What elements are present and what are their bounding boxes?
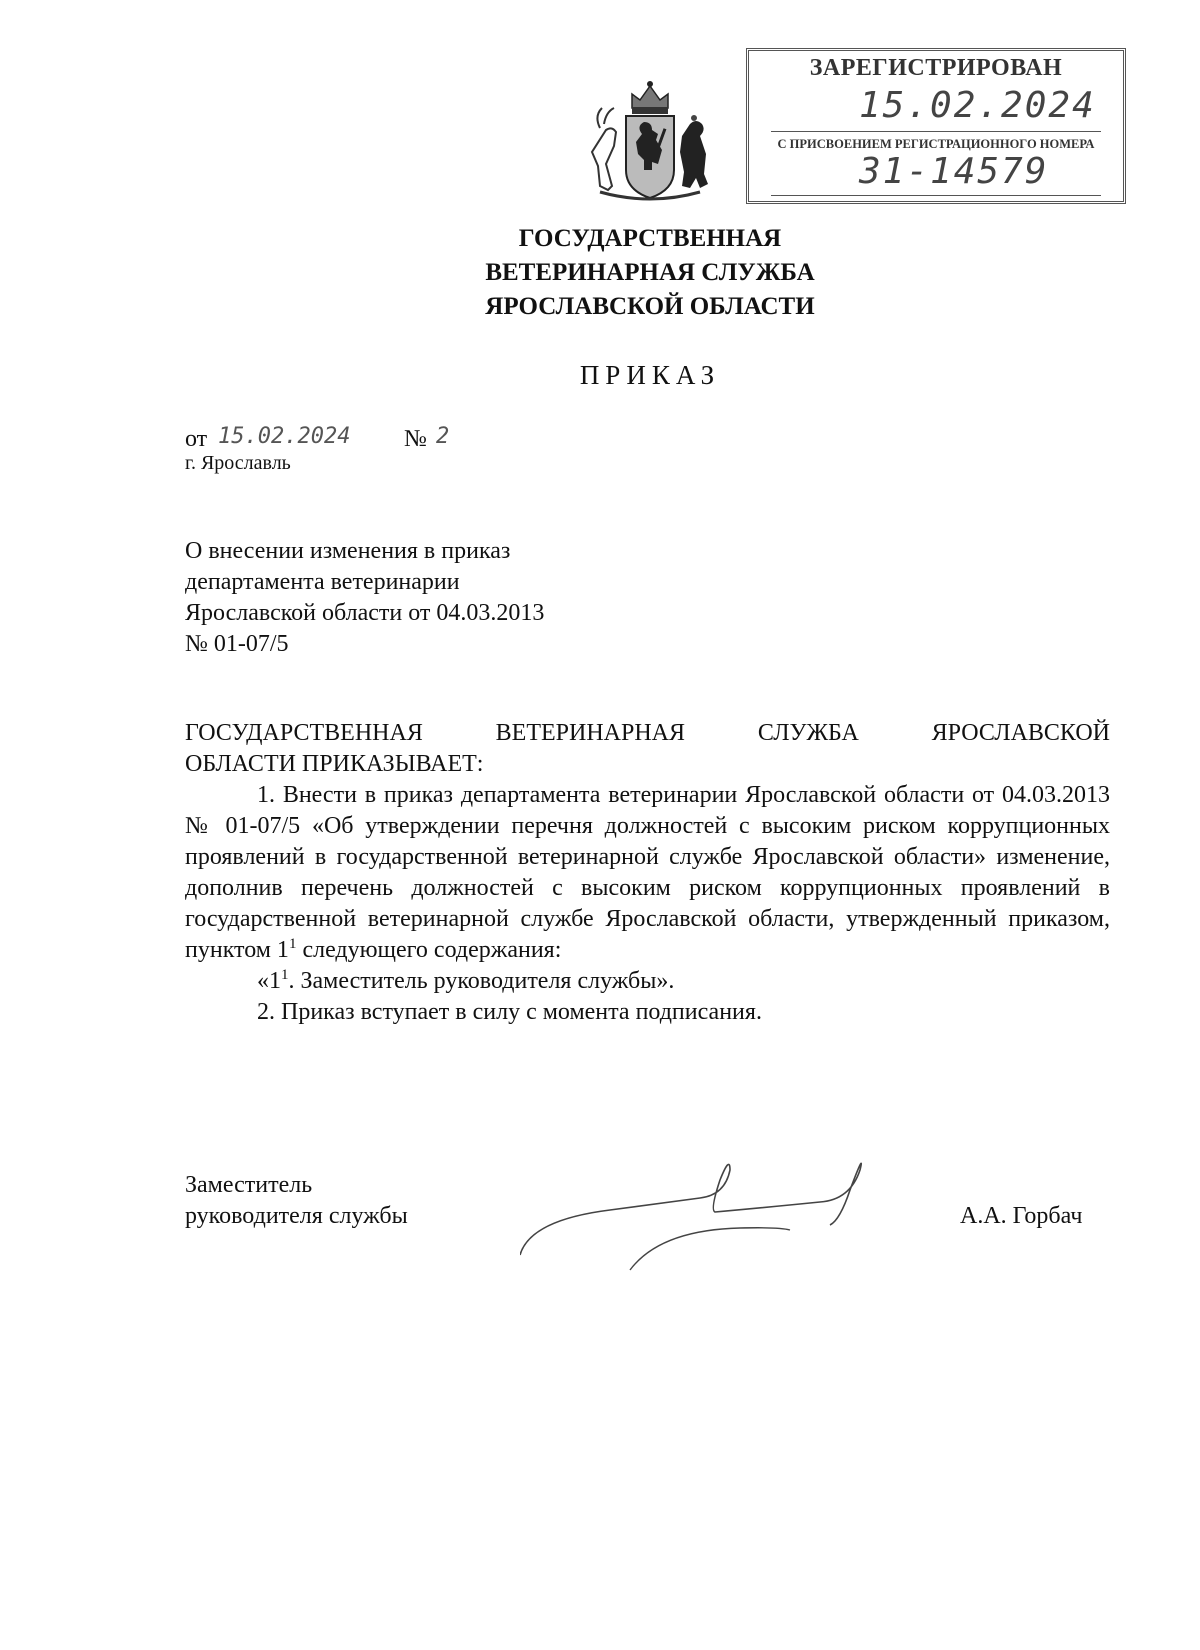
registration-stamp xyxy=(746,48,1126,204)
stamp-divider xyxy=(771,131,1101,132)
org-name-line1: ГОСУДАРСТВЕННАЯ xyxy=(518,225,782,252)
item1-text: 1. Внести в приказ департамента ветеринарии Ярославской области от 04.03.2013 № 01-07/5 «Об утверждении перечня должностей с высоким риском коррупционных проявлений в государственной ветеринарной службе Ярославской области» изменение, дополнив перечень должностей с высоким риском коррупционных проявлений в государственной ветеринарной службе Ярославской области, утвержденный приказом, пунктом 1 xyxy=(185,782,1110,963)
signer-position-line2: руководителя службы xyxy=(185,1203,408,1229)
signer-name: А.А. Горбач xyxy=(960,1203,1083,1229)
quote-open: «1 xyxy=(257,968,281,994)
item1-tail: следующего содержания: xyxy=(296,937,562,963)
number-prefix: № xyxy=(404,426,427,452)
handwritten-signature xyxy=(520,1150,880,1280)
quote-text: . Заместитель руководителя службы». xyxy=(288,968,675,994)
order-number: 2 xyxy=(436,424,450,449)
body-preamble-cont: ОБЛАСТИ ПРИКАЗЫВАЕТ: xyxy=(185,751,484,777)
stamp-reg-number: 31-14579 xyxy=(859,151,1049,192)
subject-line: № 01-07/5 xyxy=(185,631,289,657)
org-name-line3: ЯРОСЛАВСКОЙ ОБЛАСТИ xyxy=(485,293,815,320)
order-date: 15.02.2024 xyxy=(218,424,351,449)
doc-type-title: ПРИКАЗ xyxy=(579,360,721,390)
stamp-divider xyxy=(771,195,1101,196)
stamp-title: ЗАРЕГИСТРИРОВАН xyxy=(809,55,1063,81)
stamp-date: 15.02.2024 xyxy=(859,85,1096,126)
subject-line: департамента ветеринарии xyxy=(185,569,460,595)
stamp-subtitle: С ПРИСВОЕНИЕМ РЕГИСТРАЦИОННОГО НОМЕРА xyxy=(777,137,1095,151)
date-prefix: от xyxy=(185,426,208,452)
body-preamble: ГОСУДАРСТВЕННАЯ ВЕТЕРИНАРНАЯ СЛУЖБА ЯРОСЛАВСКОЙ xyxy=(185,720,1110,746)
org-name-line2: ВЕТЕРИНАРНАЯ СЛУЖБА xyxy=(485,259,815,286)
signer-position-line1: Заместитель xyxy=(185,1172,313,1198)
item1-superscript: 1 xyxy=(288,936,297,952)
body-item-1 xyxy=(185,780,1110,966)
order-body xyxy=(185,718,1110,1028)
body-quote xyxy=(185,966,1110,997)
subject-line: О внесении изменения в приказ xyxy=(185,538,511,564)
quote-superscript: 1 xyxy=(281,967,289,983)
order-city: г. Ярославль xyxy=(185,452,291,474)
coat-of-arms-icon xyxy=(580,78,720,208)
subject-line: Ярославской области от 04.03.2013 xyxy=(185,600,545,626)
body-item-2: 2. Приказ вступает в силу с момента подписания. xyxy=(257,999,762,1025)
